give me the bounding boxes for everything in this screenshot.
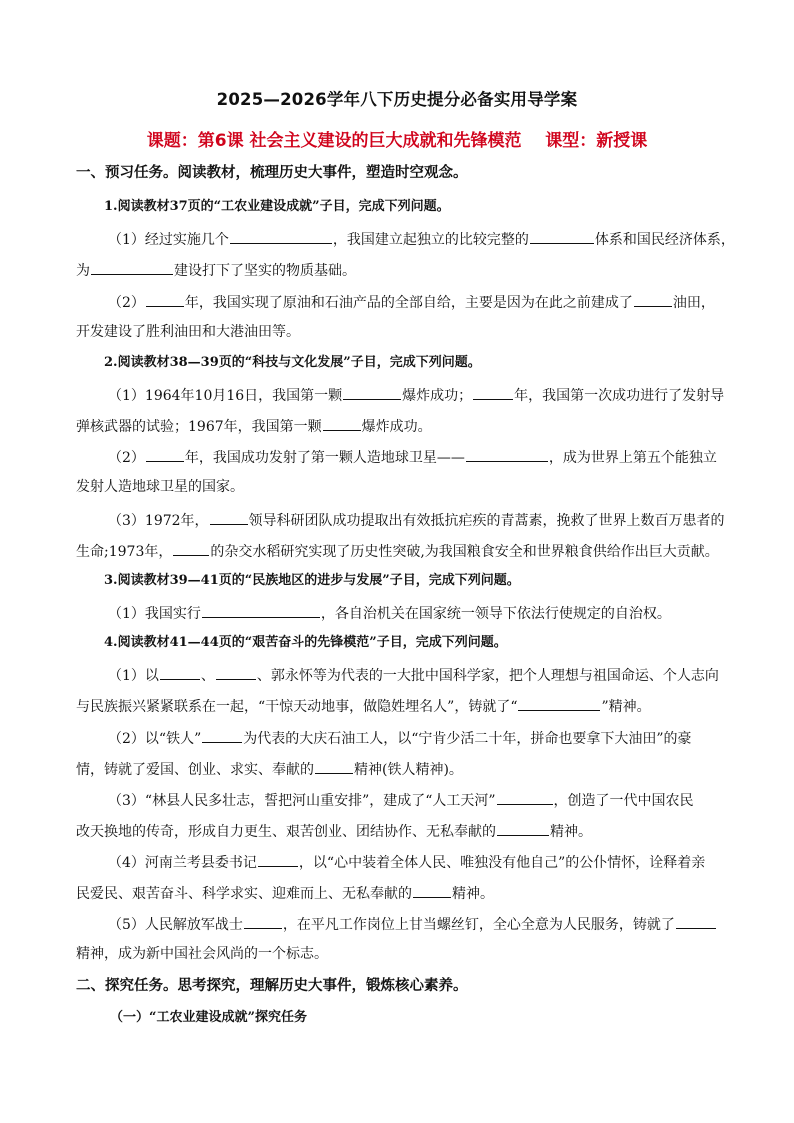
text-line: （1）经过实施几个 ，我国建立起独立的比较完整的 体系和国民经济体系， bbox=[108, 228, 735, 250]
fill-blank[interactable] bbox=[497, 789, 553, 805]
text-line: 为 建设打下了坚实的物质基础。 bbox=[76, 259, 356, 281]
fill-blank[interactable] bbox=[466, 446, 548, 462]
text-line: 改天换地的传奇，形成自力更生、艰苦创业、团结协作、无私奉献的 精神。 bbox=[76, 820, 592, 842]
text-line: 与民族振兴紧紧联系在一起，“干惊天动地事，做隐姓埋名人”，铸就了“ ”精神。 bbox=[76, 695, 651, 717]
question-heading-1: 1.阅读教材37页的“工农业建设成就”子目，完成下列问题。 bbox=[104, 199, 450, 214]
fill-blank[interactable] bbox=[343, 384, 401, 400]
text-line: 发射人造地球卫星的国家。 bbox=[76, 479, 244, 495]
fill-blank[interactable] bbox=[258, 851, 298, 867]
fill-blank[interactable] bbox=[518, 695, 600, 711]
text-line: 情，铸就了爱国、创业、求实、奉献的 精神(铁人精神)。 bbox=[76, 758, 463, 780]
fill-blank[interactable] bbox=[230, 228, 332, 244]
text-line: （2） 年，我国成功发射了第一颗人造地球卫星—— ，成为世界上第五个能独立 bbox=[108, 446, 717, 468]
text-line: （2） 年，我国实现了原油和石油产品的全部自给，主要是因为在此之前建成了 油田， bbox=[108, 291, 715, 313]
lesson-subtitle: 课题：第6课 社会主义建设的巨大成就和先锋模范 课型：新授课 bbox=[146, 131, 648, 151]
page-title: 2025—2026学年八下历史提分必备实用导学案 bbox=[216, 90, 578, 109]
text-line: （1）1964年10月16日，我国第一颗 爆炸成功； 年，我国第一次成功进行了发射导 bbox=[108, 384, 724, 406]
text-line: （1）以 、 、郭永怀等为代表的一大批中国科学家，把个人理想与祖国命运、个人志向 bbox=[108, 664, 719, 686]
text-line: 精神，成为新中国社会风尚的一个标志。 bbox=[76, 946, 328, 962]
text-line: （4）河南兰考县委书记 ，以“心中装着全体人民、唯独没有他自己”的公仆情怀，诠释着亲 bbox=[108, 851, 705, 873]
section-heading-preview: 一、预习任务。阅读教材，梳理历史大事件，塑造时空观念。 bbox=[76, 165, 468, 181]
text-line: （3）1972年， 领导科研团队成功提取出有效抵抗疟疾的青蒿素，挽救了世界上数百万患者的 bbox=[108, 509, 725, 531]
fill-blank[interactable] bbox=[473, 384, 513, 400]
fill-blank[interactable] bbox=[676, 913, 716, 929]
fill-blank[interactable] bbox=[497, 820, 549, 836]
question-heading-3: 3.阅读教材39—41页的“民族地区的进步与发展”子目，完成下列问题。 bbox=[104, 573, 520, 588]
fill-blank[interactable] bbox=[315, 758, 353, 774]
text-line: （5）人民解放军战士 ，在平凡工作岗位上甘当螺丝钉，全心全意为人民服务，铸就了 bbox=[108, 913, 717, 935]
text-line: 弹核武器的试验；1967年，我国第一颗 爆炸成功。 bbox=[76, 415, 432, 437]
section-heading-inquiry: 二、探究任务。思考探究，理解历史大事件，锻炼核心素养。 bbox=[76, 978, 468, 994]
fill-blank[interactable] bbox=[160, 664, 200, 680]
text-line: 生命;1973年， 的杂交水稻研究实现了历史性突破,为我国粮食安全和世界粮食供给作出巨大贡献。 bbox=[76, 540, 719, 562]
fill-blank[interactable] bbox=[323, 415, 361, 431]
fill-blank[interactable] bbox=[146, 446, 184, 462]
text-line: （3）“林县人民多壮志，誓把河山重安排”，建成了“人工天河” ，创造了一代中国农民 bbox=[108, 789, 694, 811]
text-line: 开发建设了胜利油田和大港油田等。 bbox=[76, 324, 300, 340]
fill-blank[interactable] bbox=[210, 509, 248, 525]
fill-blank[interactable] bbox=[244, 913, 282, 929]
fill-blank[interactable] bbox=[91, 259, 173, 275]
fill-blank[interactable] bbox=[413, 882, 451, 898]
fill-blank[interactable] bbox=[146, 291, 184, 307]
question-heading-4: 4.阅读教材41—44页的“艰苦奋斗的先锋模范”子目，完成下列问题。 bbox=[104, 635, 507, 650]
question-heading-2: 2.阅读教材38—39页的“科技与文化发展”子目，完成下列问题。 bbox=[104, 355, 481, 370]
text-line: （1）我国实行 ，各自治机关在国家统一领导下依法行使规定的自治权。 bbox=[108, 602, 671, 624]
fill-blank[interactable] bbox=[173, 540, 209, 556]
text-line: 民爱民、艰苦奋斗、科学求实、迎难而上、无私奉献的 精神。 bbox=[76, 882, 494, 904]
fill-blank[interactable] bbox=[202, 727, 242, 743]
subsection-heading: （一）“工农业建设成就”探究任务 bbox=[110, 1010, 307, 1025]
fill-blank[interactable] bbox=[530, 228, 594, 244]
fill-blank[interactable] bbox=[634, 291, 672, 307]
text-line: （2）以“铁人” 为代表的大庆石油工人，以“宁肯少活二十年，拼命也要拿下大油田”的豪 bbox=[108, 727, 692, 749]
fill-blank[interactable] bbox=[202, 602, 320, 618]
fill-blank[interactable] bbox=[216, 664, 256, 680]
